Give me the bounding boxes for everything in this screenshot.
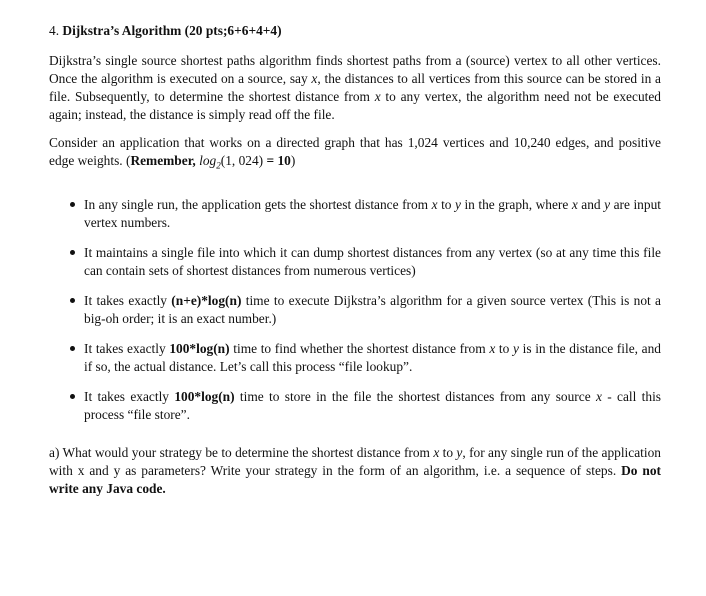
bullet-1-text-2: to — [437, 196, 455, 212]
application-text-1: Consider an application that works on a directed graph that has 1,024 vertices and 10,240 edges, and positive edge weights. ( — [49, 135, 661, 168]
remember-label: Remember, — [130, 153, 200, 168]
list-item — [49, 340, 661, 376]
intro-var-x-2: x — [374, 89, 381, 104]
bullet-1-text-3: in the graph, where — [460, 196, 572, 212]
log-expression — [199, 153, 264, 171]
list-item — [49, 292, 661, 328]
bullet-icon — [70, 346, 75, 351]
bullet-icon — [70, 298, 75, 303]
list-item — [49, 196, 661, 232]
bullet-5-bold: 100*log(n) — [174, 388, 235, 404]
part-a-paragraph — [49, 444, 661, 498]
bullet-5-text-1: It takes exactly — [84, 388, 175, 404]
intro-text-2: , the distances to all vertices from this source can be stored in a file. Subsequently, to determine the shortest distance from — [49, 71, 661, 104]
question-title: Dijkstra’s Algorithm (20 pts;6+6+4+4) — [62, 23, 282, 38]
list-item — [49, 388, 661, 424]
bullet-3-text-1: It takes exactly — [84, 292, 172, 308]
bullet-1-var-y: y — [455, 196, 461, 212]
log-subscript: 2 — [216, 160, 221, 171]
part-a-text-2: to — [439, 444, 457, 460]
bullet-icon — [70, 250, 75, 255]
assumption-list — [49, 196, 661, 424]
bullet-3-text-2: time to execute Dijkstra’s algorithm for a given source vertex (This is not a big-oh order; it is an exact number.) — [84, 292, 661, 326]
intro-text-3: to any vertex, the algorithm need not be executed again; instead, the distance is simply read off the file. — [49, 89, 661, 122]
part-a-var-x: x — [433, 444, 440, 460]
bullet-5-text-3: - call this process “file store”. — [84, 388, 662, 422]
bullet-1-var-y-2: y — [604, 196, 611, 212]
bullet-5-text-2: time to store in the file the shortest distances from any source — [234, 388, 596, 404]
bullet-4-var-x: x — [489, 340, 496, 356]
bullet-1-var-x-2: x — [571, 196, 578, 212]
bullet-4-text-1: It takes exactly — [84, 340, 170, 356]
list-item — [49, 244, 661, 280]
log-argument: (1, 024) — [220, 153, 264, 168]
intro-paragraph — [49, 52, 661, 124]
bullet-4-var-y: y — [513, 340, 519, 356]
part-a-var-y: y — [456, 444, 463, 460]
bullet-1-text-4: and — [577, 196, 605, 212]
bullet-1-text-1: In any single run, the application gets the shortest distance from — [84, 196, 432, 212]
part-a-bold-note: Do not write any Java code. — [49, 462, 661, 496]
bullet-1-text-5: are input vertex numbers. — [84, 196, 661, 230]
bullet-4-text-3: to — [495, 340, 513, 356]
application-text-2: ) — [290, 153, 296, 168]
bullet-4-bold: 100*log(n) — [169, 340, 230, 356]
application-paragraph — [49, 134, 661, 175]
question-number: 4. — [49, 23, 60, 38]
document-page — [49, 22, 661, 506]
part-a-text-1: a) What would your strategy be to determine the shortest distance from — [49, 444, 434, 460]
intro-var-x: x — [311, 71, 318, 86]
bullet-5-var-x: x — [595, 388, 602, 404]
log-base: log — [199, 153, 217, 168]
bullet-icon — [70, 202, 75, 207]
bullet-icon — [70, 394, 75, 399]
log-result: = 10 — [263, 153, 291, 168]
bullet-2-text: It maintains a single file into which it can dump shortest distances from any vertex (so at any time this file can contain sets of shortest distances from numerous vertices) — [84, 244, 661, 278]
part-a-text-3: , for any single run of the application with x and y as parameters? Write your strategy in the form of an algorithm, i.e. a sequence of steps. — [49, 444, 661, 478]
bullet-3-bold: (n+e)*log(n) — [171, 292, 242, 308]
question-heading — [49, 22, 661, 40]
bullet-1-var-x: x — [431, 196, 438, 212]
intro-text-1: Dijkstra’s single source shortest paths algorithm finds shortest paths from a (source) vertex to all other vertices. Once the algorithm is executed on a source, say — [49, 53, 661, 86]
bullet-4-text-4: is in the distance file, and if so, the actual distance. Let’s call this process “file lookup”. — [84, 340, 661, 374]
bullet-4-text-2: time to find whether the shortest distance from — [229, 340, 490, 356]
